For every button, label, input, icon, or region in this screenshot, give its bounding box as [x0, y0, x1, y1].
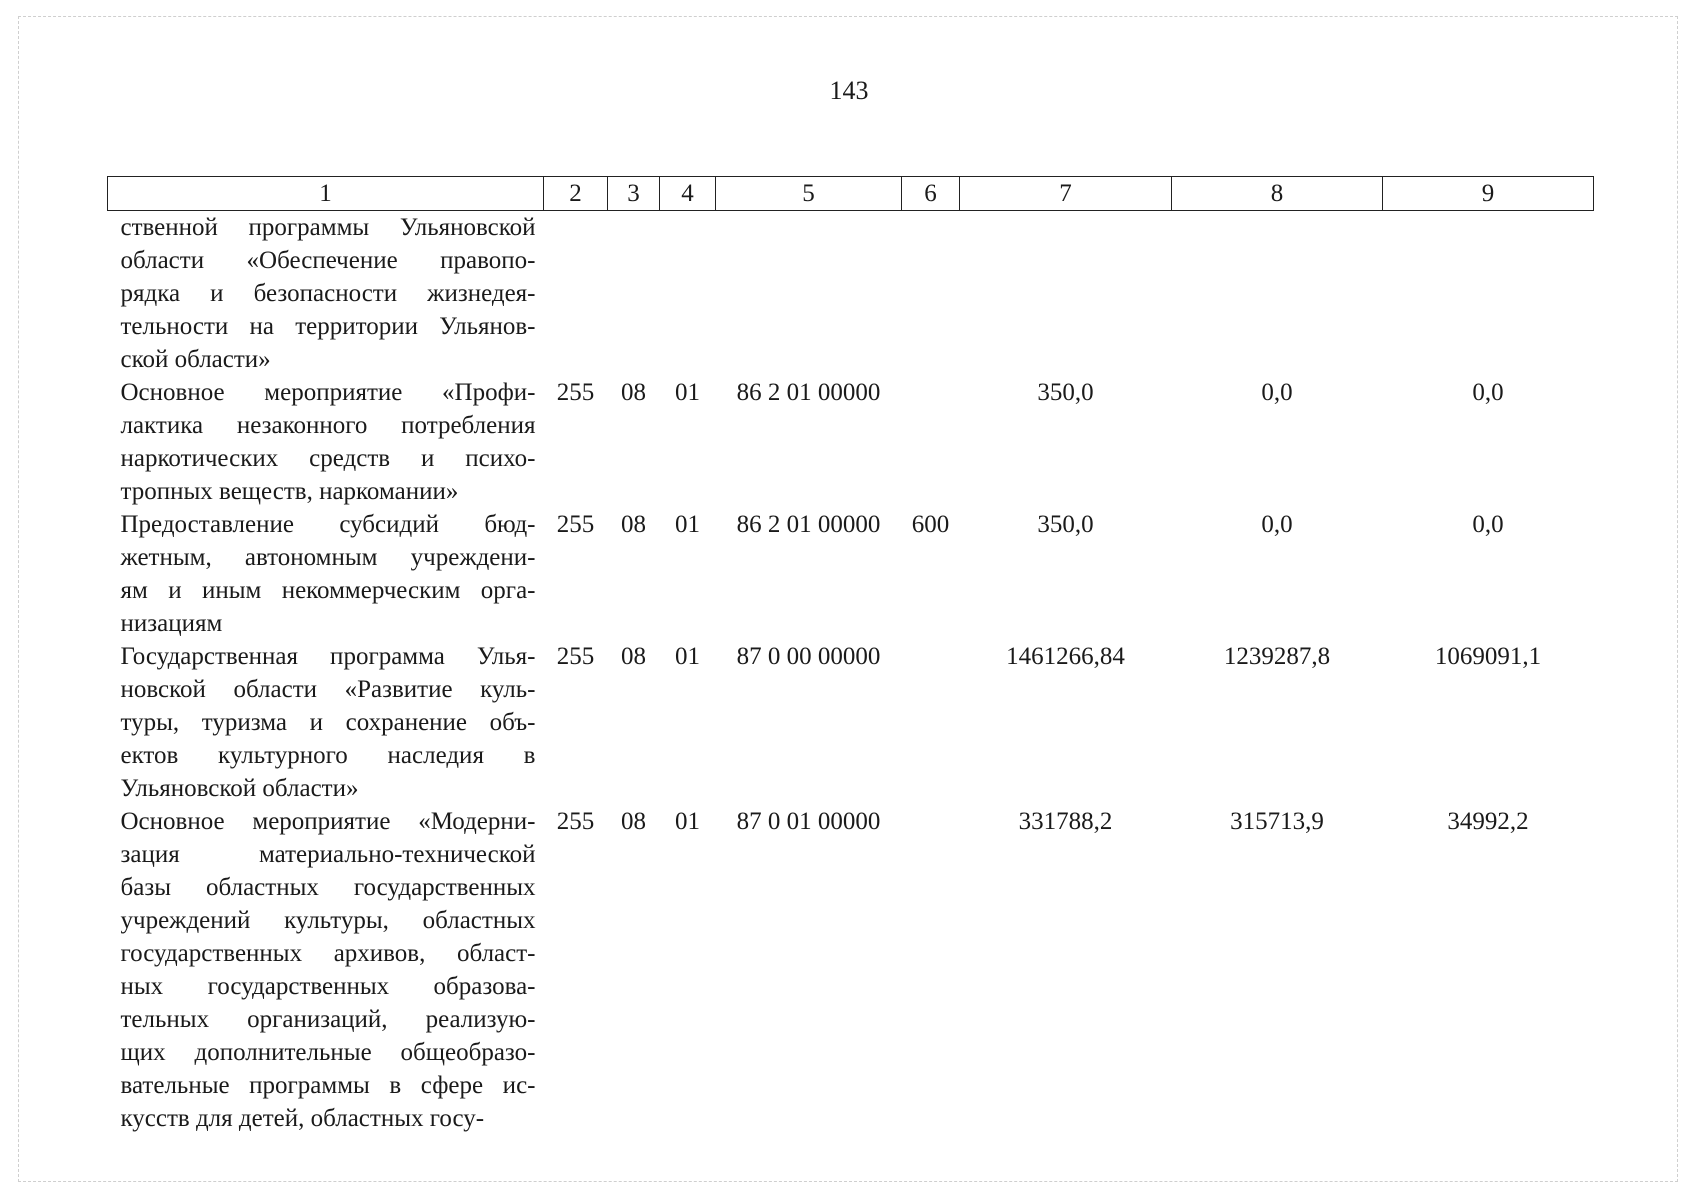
column-header-4: 4 [660, 177, 716, 211]
table-row [108, 211, 1594, 377]
table-header [108, 177, 1594, 211]
table-body [108, 211, 1594, 1136]
description-line: Ульяновской области» [120, 775, 359, 802]
table-row [108, 640, 1594, 805]
cell-section: 08 [621, 643, 646, 670]
description-line: ных государственных образова- [120, 973, 536, 1000]
column-header-2: 2 [544, 177, 608, 211]
header-row [108, 177, 1594, 211]
cell-description [108, 376, 544, 508]
cell-amount-year-1: 331788,2 [1018, 808, 1113, 835]
cell-expense-type [902, 376, 960, 508]
description-line: Предоставление субсидий бюд- [120, 511, 536, 538]
cell-description [108, 805, 544, 1135]
cell-expense-type [902, 640, 960, 805]
cell-amount-year-3: 1069091,1 [1434, 643, 1542, 670]
cell-amount-year-1: 1461266,84 [1006, 643, 1125, 670]
cell-amount-year-1: 350,0 [1037, 379, 1094, 406]
page-number: 143 [829, 76, 869, 105]
cell-ministry-code: 255 [556, 643, 595, 670]
description-line: новской области «Развитие куль- [120, 676, 536, 703]
table-row [108, 805, 1594, 1135]
cell-target-article: 87 0 01 00000 [736, 808, 881, 835]
cell-section: 08 [621, 511, 646, 538]
cell-description [108, 211, 544, 377]
description-line: тропных веществ, наркомании» [120, 478, 459, 505]
description-line: ям и иным некоммерческим орга- [120, 577, 536, 604]
description-line: туры, туризма и сохранение объ- [120, 709, 536, 736]
column-header-3: 3 [608, 177, 660, 211]
description-line: базы областных государственных [120, 874, 536, 901]
cell-section [608, 211, 660, 377]
column-header-6: 6 [902, 177, 960, 211]
cell-target-article: 86 2 01 00000 [736, 511, 881, 538]
description-line: лактика незаконного потребления [120, 412, 536, 439]
description-line: зация материально-технической [120, 841, 536, 868]
cell-description [108, 508, 544, 640]
description-line: низациям [120, 610, 223, 637]
description-line: рядка и безопасности жизнедея- [120, 280, 536, 307]
description-line: Основное мероприятие «Профи- [120, 379, 536, 406]
cell-description [108, 640, 544, 805]
description-line: государственных архивов, област- [120, 940, 536, 967]
description-line: учреждений культуры, областных [120, 907, 536, 934]
column-header-5: 5 [716, 177, 902, 211]
description-line: тельности на территории Ульянов- [120, 313, 536, 340]
column-header-7: 7 [960, 177, 1172, 211]
cell-ministry-code: 255 [556, 379, 595, 406]
description-line: вательные программы в сфере ис- [120, 1072, 536, 1099]
cell-amount-year-2: 0,0 [1261, 379, 1293, 406]
cell-ministry-code [544, 211, 608, 377]
cell-expense-type [902, 211, 960, 377]
cell-target-article: 87 0 00 00000 [736, 643, 881, 670]
description-line: наркотических средств и психо- [120, 445, 536, 472]
cell-amount-year-3: 0,0 [1472, 379, 1504, 406]
cell-amount-year-2: 0,0 [1261, 511, 1293, 538]
description-line: ственной программы Ульяновской [120, 214, 536, 241]
cell-ministry-code: 255 [556, 808, 595, 835]
cell-subsection: 01 [675, 379, 700, 406]
description-line: тельных организаций, реализую- [120, 1006, 536, 1033]
cell-subsection: 01 [675, 511, 700, 538]
table-row [108, 508, 1594, 640]
cell-amount-year-1 [960, 211, 1172, 377]
description-line: щих дополнительные общеобразо- [120, 1039, 536, 1066]
description-line: Основное мероприятие «Модерни- [120, 808, 536, 835]
cell-section: 08 [621, 808, 646, 835]
cell-amount-year-2 [1172, 211, 1383, 377]
cell-amount-year-2: 1239287,8 [1223, 643, 1331, 670]
description-line: жетным, автономным учреждени- [120, 544, 536, 571]
cell-amount-year-2: 315713,9 [1230, 808, 1324, 835]
budget-table [107, 176, 1594, 1135]
column-header-1: 1 [108, 177, 544, 211]
description-line: кусств для детей, областных госу- [120, 1105, 485, 1132]
description-line: ской области» [120, 346, 271, 373]
cell-subsection: 01 [675, 808, 700, 835]
cell-subsection: 01 [675, 643, 700, 670]
cell-target-article [716, 211, 902, 377]
cell-amount-year-3: 34992,2 [1447, 808, 1529, 835]
table-row [108, 376, 1594, 508]
description-line: области «Обеспечение правопо- [120, 247, 536, 274]
cell-ministry-code: 255 [556, 511, 595, 538]
cell-target-article: 86 2 01 00000 [736, 379, 881, 406]
column-header-8: 8 [1172, 177, 1383, 211]
budget-table-container [107, 176, 1593, 1135]
cell-amount-year-3 [1383, 211, 1594, 377]
cell-expense-type: 600 [911, 511, 950, 538]
cell-amount-year-3: 0,0 [1472, 511, 1504, 538]
cell-subsection [660, 211, 716, 377]
description-line: ектов культурного наследия в [120, 742, 536, 769]
description-line: Государственная программа Улья- [120, 643, 536, 670]
cell-section: 08 [621, 379, 646, 406]
cell-expense-type [902, 805, 960, 1135]
cell-amount-year-1: 350,0 [1037, 511, 1094, 538]
column-header-9: 9 [1383, 177, 1594, 211]
